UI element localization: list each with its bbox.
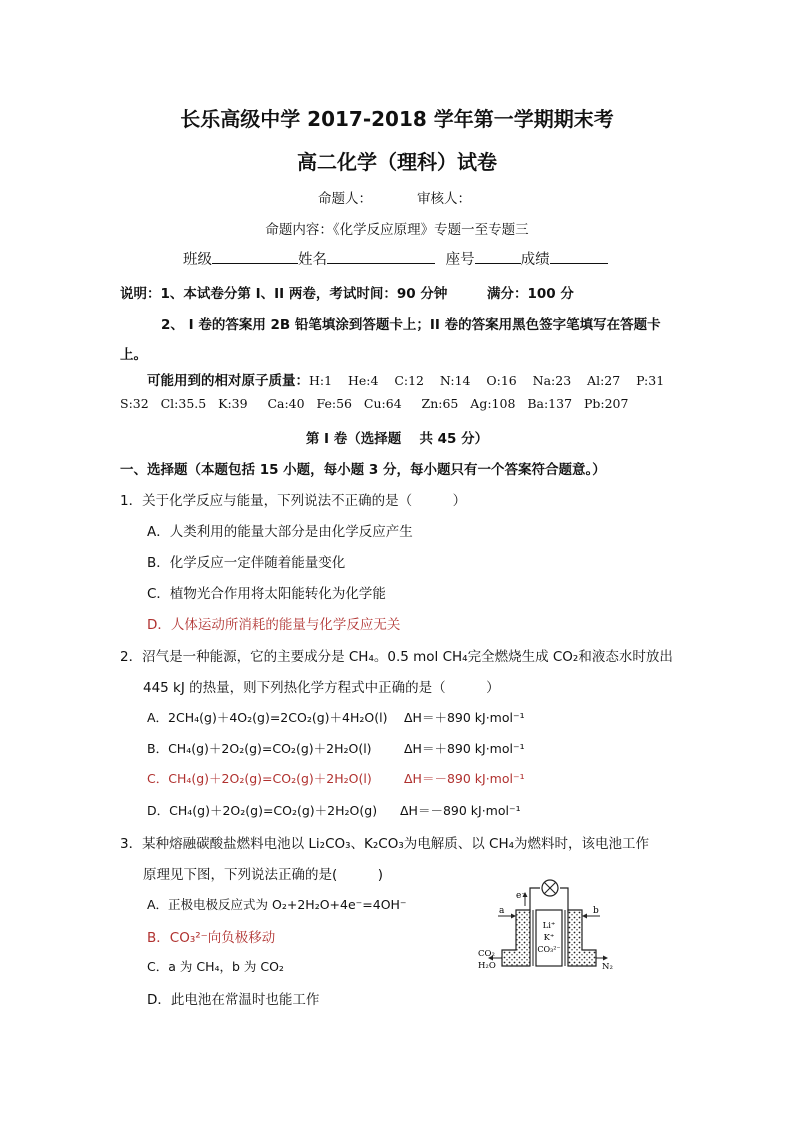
section-title: 第 I 卷（选择题 共 45 分） <box>305 431 489 447</box>
note-line-1: 说明：1、本试卷分第 I、II 两卷，考试时间：90 分钟 <box>120 286 448 302</box>
option-equation: D．CH₄(g)＋2O₂(g)=CO₂(g)＋2H₂O(g) <box>147 803 378 818</box>
question-2-option-c-dh: ΔH＝－890 kJ·mol⁻¹ <box>404 771 525 786</box>
note-line-2: 2、 I 卷的答案用 2B 铅笔填涂到答题卡上；II 卷的答案用黑色签字笔填写在答题卡 <box>161 317 661 333</box>
positive-electrode <box>568 910 596 966</box>
setter-label: 命题人： <box>318 191 372 207</box>
exam-title: 长乐高级中学 2017-2018 学年第一学期期末考 <box>180 107 614 131</box>
option-equation: A．2CH₄(g)＋4O₂(g)=2CO₂(g)＋4H₂O(l) <box>147 710 388 725</box>
question-1-option-d[interactable]: D．人体运动所消耗的能量与化学反应无关 <box>147 617 401 633</box>
exam-subtitle: 高二化学（理科）试卷 <box>297 150 497 174</box>
seat-blank[interactable] <box>475 249 521 264</box>
atomic-mass-values-1: H:1 He:4 C:12 N:14 O:16 Na:23 Al:27 P:31 <box>309 373 665 388</box>
outlet-n2-label: N₂ <box>602 962 613 972</box>
seat-label: 座号 <box>445 252 475 268</box>
atomic-mass-values-2: S:32 Cl:35.5 K:39 Ca:40 Fe:56 Cu:64 Zn:65 Ag:108 Ba:137 Pb:207 <box>120 396 629 411</box>
section-heading: 一、选择题（本题包括 15 小题，每小题 3 分，每小题只有一个答案符合题意。） <box>120 462 606 478</box>
ion-carbonate-label: CO₃²⁻ <box>537 945 561 954</box>
note-full-score: 满分：100 分 <box>487 286 574 302</box>
question-1-option-c[interactable]: C．植物光合作用将太阳能转化为化学能 <box>147 586 386 602</box>
question-2-option-a-dh: ΔH＝＋890 kJ·mol⁻¹ <box>404 710 525 725</box>
question-3-stem-line-2: 原理见下图，下列说法正确的是( ) <box>143 867 384 883</box>
atomic-mass-label: 可能用到的相对原子质量： <box>147 373 309 389</box>
question-3-stem-line-1: 3．某种熔融碳酸盐燃料电池以 Li₂CO₃、K₂CO₃为电解质、以 CH₄为燃料时，该电池工作 <box>120 836 650 852</box>
negative-electrode <box>502 910 530 966</box>
question-3-option-c[interactable]: C．a 为 CH₄，b 为 CO₂ <box>147 959 284 974</box>
fuel-cell-diagram <box>478 876 614 974</box>
name-blank[interactable] <box>327 249 435 264</box>
question-1-option-b[interactable]: B．化学反应一定伴随着能量变化 <box>147 555 346 571</box>
outlet-co2-label: CO₂ <box>478 949 495 959</box>
question-2-option-c[interactable] <box>147 769 372 787</box>
question-3-option-b[interactable]: B．CO₃²⁻向负极移动 <box>147 930 276 946</box>
outlet-h2o-label: H₂O <box>478 961 496 971</box>
reviewer-label: 审核人： <box>417 191 471 207</box>
exam-scope: 命题内容：《化学反应原理》专题一至专题三 <box>265 222 529 238</box>
question-2-option-b[interactable] <box>147 739 372 757</box>
option-equation: C．CH₄(g)＋2O₂(g)=CO₂(g)＋2H₂O(l) <box>147 771 372 786</box>
question-1-option-a[interactable]: A．人类利用的能量大部分是由化学反应产生 <box>147 524 413 540</box>
question-1-stem: 1．关于化学反应与能量，下列说法不正确的是（ ） <box>120 493 467 509</box>
name-label: 姓名 <box>298 252 327 268</box>
electron-label: e⁻ <box>516 891 527 901</box>
question-2-option-d-dh: ΔH＝－890 kJ·mol⁻¹ <box>400 803 521 818</box>
question-2-stem-line-1: 2．沼气是一种能源，它的主要成分是 CH₄。0.5 mol CH₄完全燃烧生成 CO₂和液态水时放出 <box>120 649 673 665</box>
question-2-stem-line-2: 445 kJ 的热量，则下列热化学方程式中正确的是（ ） <box>143 680 500 696</box>
ion-k-label: K⁺ <box>543 933 555 943</box>
student-info-row <box>183 248 608 269</box>
option-equation: B．CH₄(g)＋2O₂(g)=CO₂(g)＋2H₂O(l) <box>147 741 372 756</box>
question-3-option-a[interactable]: A．正极电极反应式为 O₂+2H₂O+4e⁻=4OH⁻ <box>147 897 407 912</box>
atomic-mass-row-1 <box>147 369 664 389</box>
ion-li-label: Li⁺ <box>542 921 556 931</box>
note-line-2-cont: 上。 <box>120 347 147 363</box>
question-2-option-b-dh: ΔH＝＋890 kJ·mol⁻¹ <box>404 741 525 756</box>
question-2-option-d[interactable] <box>147 801 377 819</box>
score-blank[interactable] <box>550 249 608 264</box>
class-label: 班级 <box>183 252 212 268</box>
score-label: 成绩 <box>520 252 550 268</box>
question-3-option-d[interactable]: D．此电池在常温时也能工作 <box>147 992 320 1008</box>
question-2-option-a[interactable] <box>147 708 387 726</box>
class-blank[interactable] <box>212 249 298 264</box>
inlet-a-label: a <box>499 906 505 916</box>
inlet-b-label: b <box>593 906 599 916</box>
